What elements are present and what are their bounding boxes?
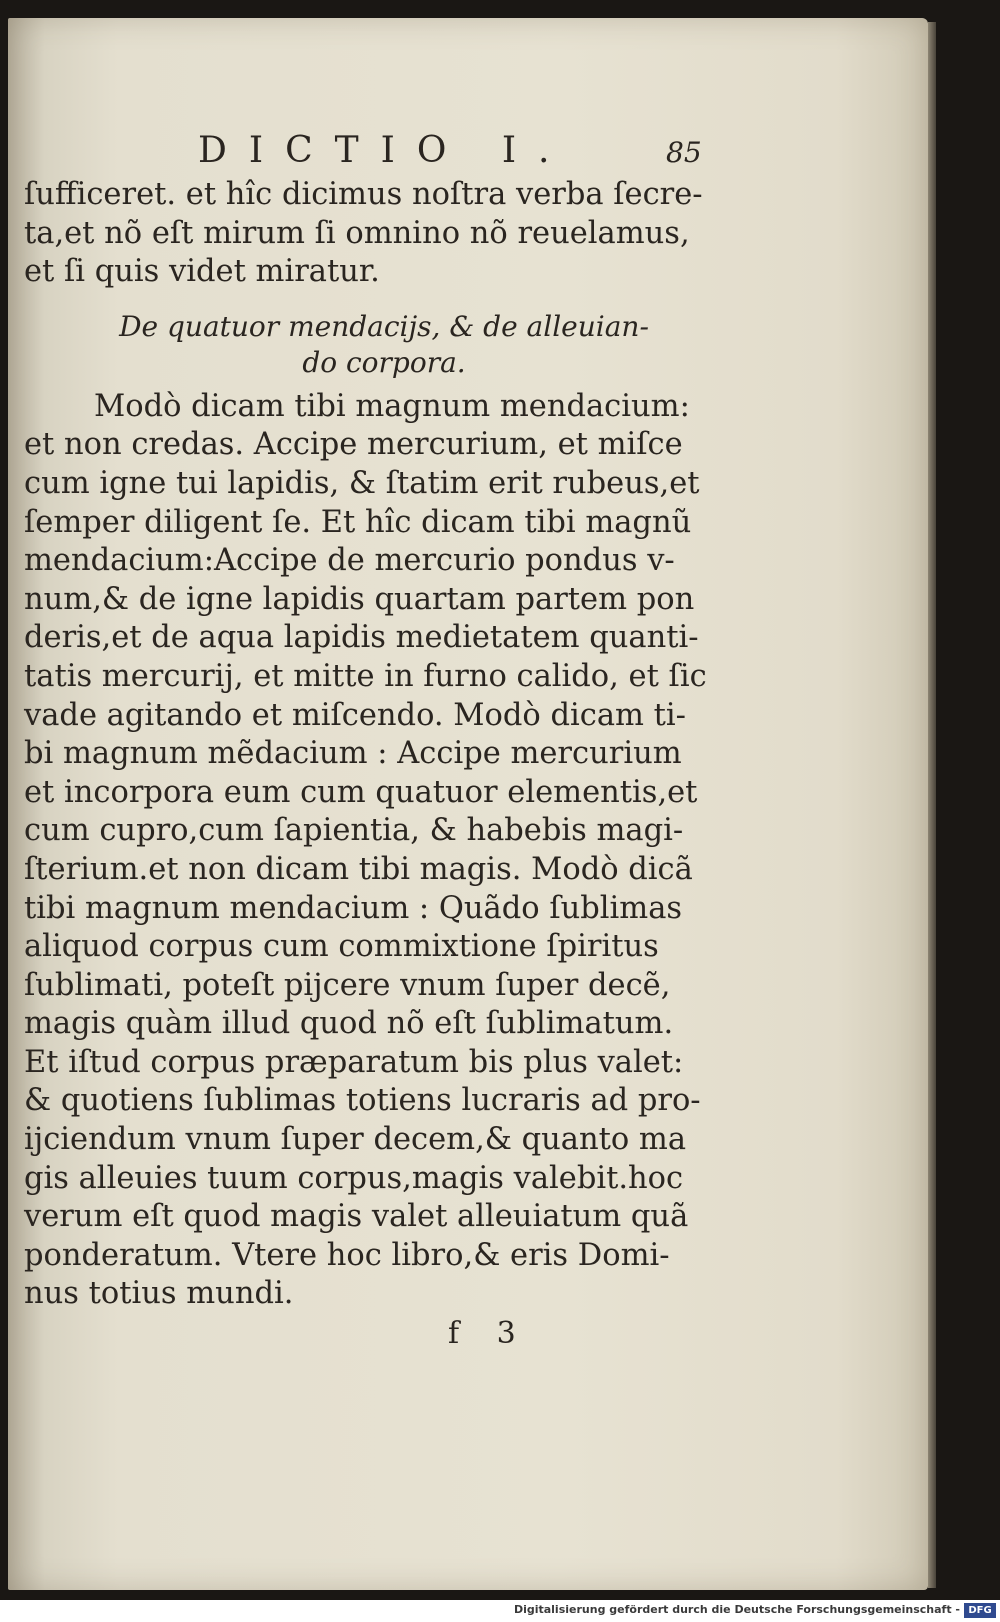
- page-edge: [928, 22, 936, 1588]
- heading-line: De quatuor mendacijs, & de alleuian-: [119, 309, 649, 343]
- text-line: ta,et nõ eſt mirum ſi omnino nõ reuelamus,: [24, 215, 690, 251]
- text-line: Modò dicam tibi magnum mendacium:: [94, 388, 690, 424]
- text-line: num,& de igne lapidis quartam partem pon: [24, 581, 695, 617]
- paragraph-2: [24, 388, 714, 1314]
- heading-line: do corpora.: [302, 345, 466, 379]
- text-line: ſemper diligent ſe. Et hîc dicam tibi magnũ: [24, 504, 692, 540]
- footer-bar: [0, 1600, 1000, 1622]
- text-line: magis quàm illud quod nõ eſt ſublimatum.: [24, 1006, 674, 1042]
- text-line: cum igne tui lapidis, & ſtatim erit rubeus,et: [24, 465, 700, 501]
- dfg-logo-icon: DFG: [964, 1603, 996, 1618]
- text-line: tibi magnum mendacium : Quãdo ſublimas: [24, 890, 683, 926]
- funding-credit: Digitalisierung gefördert durch die Deutsche Forschungsgemeinschaft -: [513, 1603, 960, 1616]
- text-line: ſublimati, poteſt pijcere vnum ſuper decẽ,: [24, 967, 671, 1003]
- text-line: ponderatum. Vtere hoc libro,& eris Domi-: [24, 1237, 670, 1273]
- text-line: Et iſtud corpus præparatum bis plus valet:: [24, 1044, 684, 1080]
- text-line: et non credas. Accipe mercurium, et miſce: [24, 427, 683, 463]
- page-body: [24, 176, 714, 1314]
- text-line: et ſi quis videt miratur.: [24, 254, 380, 290]
- text-line: vade agitando et miſcendo. Modò dicam ti-: [24, 697, 686, 733]
- text-line: bi magnum mẽdacium : Accipe mercurium: [24, 736, 682, 772]
- text-line: ſufficeret. et hîc dicimus noſtra verba ſecre-: [24, 177, 703, 212]
- text-line: aliquod corpus cum commixtione ſpiritus: [24, 929, 659, 965]
- text-line: cum cupro,cum ſapientia, & habebis magi-: [24, 813, 684, 849]
- section-heading: [24, 292, 714, 388]
- text-line: ijciendum vnum ſuper decem,& quanto ma: [24, 1122, 687, 1158]
- text-line: nus totius mundi.: [24, 1276, 294, 1312]
- signature-mark: f 3: [448, 1316, 530, 1351]
- text-line: et incorpora eum cum quatuor elementis,et: [24, 774, 698, 810]
- text-line: verum eſt quod magis valet alleuiatum quã: [24, 1199, 689, 1235]
- text-line: gis alleuies tuum corpus,magis valebit.hoc: [24, 1160, 684, 1196]
- text-line: ſterium.et non dicam tibi magis. Modò dicã: [24, 851, 693, 887]
- page-number: 85: [666, 136, 702, 169]
- text-line: mendacium:Accipe de mercurio pondus v-: [24, 543, 675, 579]
- paragraph-1: [24, 176, 714, 292]
- running-head: DICTIO I.: [198, 130, 572, 171]
- text-line: tatis mercurij, et mitte in furno calido, et ſic: [24, 658, 707, 694]
- text-line: & quotiens ſublimas totiens lucraris ad pro-: [24, 1083, 701, 1119]
- book-page: [8, 18, 928, 1590]
- text-line: deris,et de aqua lapidis medietatem quanti-: [24, 620, 699, 656]
